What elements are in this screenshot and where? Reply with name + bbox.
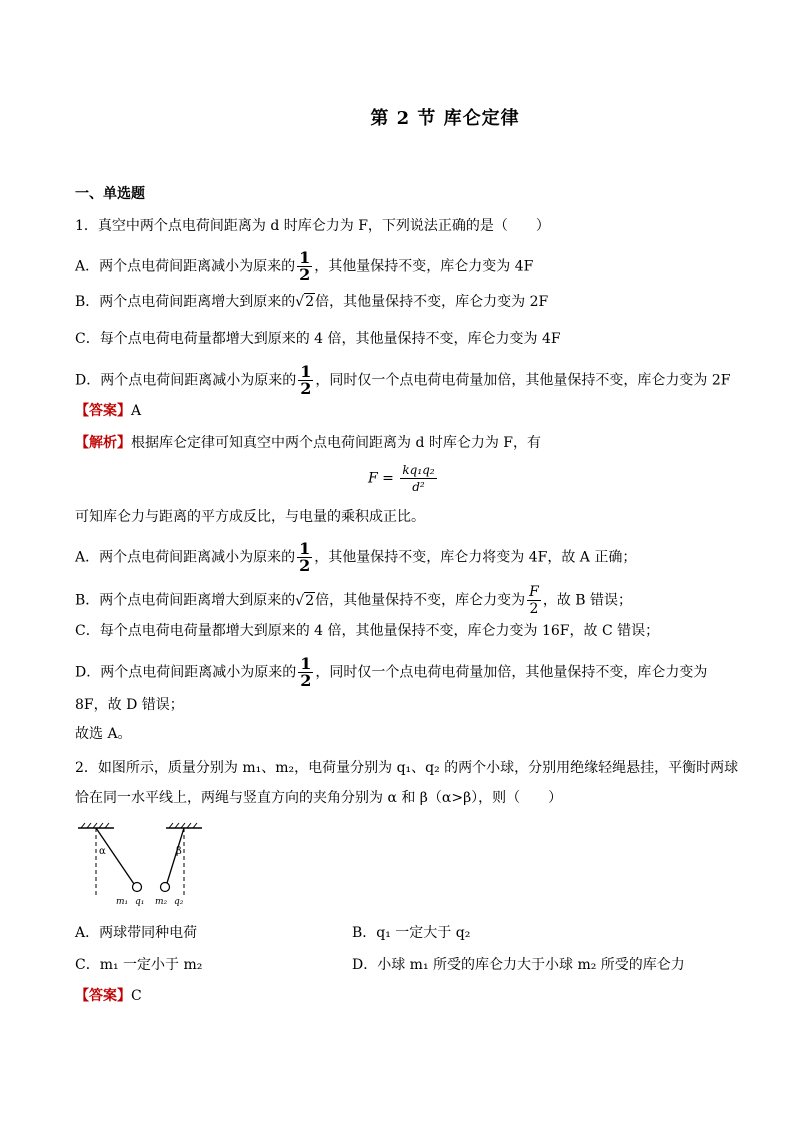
m2-label: m₂ — [155, 897, 168, 907]
fraction-denominator: 2 — [529, 601, 539, 617]
formula-denominator: d² — [412, 480, 425, 494]
explain-b-suffix: ，故 B 错误； — [542, 592, 633, 609]
explain-a-prefix: A．两个点电荷间距离减小为原来的 — [75, 549, 296, 566]
alpha-label: α — [99, 846, 106, 857]
fraction-one-half — [297, 541, 312, 574]
q2-stem-line2: 恰在同一水平线上，两绳与竖直方向的夹角分别为 α 和 β（α>β），则（ ） — [75, 790, 563, 806]
q1-option-a — [75, 250, 533, 283]
beta-label: β — [176, 846, 182, 857]
sqrt-symbol: √2 — [295, 592, 315, 609]
q1-final: 故选 A。 — [75, 726, 132, 742]
q1-explain-d — [75, 656, 707, 689]
analysis-text: 根据库仑定律可知真空中两个点电荷间距离为 d 时库仑力为 F，有 — [131, 435, 542, 451]
sqrt-radicand: 2 — [305, 294, 315, 310]
q1-stem: 1．真空中两个点电荷间距离为 d 时库仑力为 F，下列说法正确的是（ ） — [75, 218, 550, 234]
q1-option-a-suffix: ，其他量保持不变，库仑力变为 4F — [314, 258, 534, 275]
fraction-one-half — [298, 364, 313, 397]
explain-b-prefix: B．两个点电荷间距离增大到原来的 — [75, 592, 296, 609]
ball-1 — [133, 883, 142, 892]
fraction-numerator: F — [529, 584, 539, 600]
page-title: 第 2 节 库仑定律 — [370, 108, 520, 129]
fraction-denominator: 2 — [300, 671, 312, 690]
coulomb-formula — [368, 462, 439, 495]
fraction-f-over-2 — [527, 584, 541, 617]
q1-option-b-prefix: B．两个点电荷间距离增大到原来的 — [75, 294, 296, 310]
q1-option-b-suffix: 倍，其他量保持不变，库仑力变为 2F — [315, 294, 549, 310]
fraction-numerator: 1 — [300, 362, 312, 381]
q1-option-d-suffix: ，同时仅一个点电荷电荷量加倍，其他量保持不变，库仑力变为 2F — [315, 372, 731, 389]
q1-option-b — [75, 292, 548, 312]
answer-tag: 【答案】 — [75, 403, 131, 419]
m1-label: m₁ — [116, 897, 129, 907]
answer-value: C — [131, 988, 142, 1004]
fraction-denominator: 2 — [299, 265, 311, 284]
q1-analysis — [75, 433, 541, 453]
q1-explain-a — [75, 541, 636, 574]
q2-answer — [75, 986, 142, 1006]
q1-answer — [75, 401, 141, 421]
q1-conclusion: 可知库仑力与距离的平方成反比，与电量的乘积成正比。 — [75, 509, 425, 525]
fraction-one-half — [298, 656, 313, 689]
fraction-one-half — [297, 250, 312, 283]
pendulum-figure — [76, 822, 216, 908]
explain-b-mid: 倍，其他量保持不变，库仑力变为 — [315, 592, 526, 609]
q1-explain-b — [75, 584, 632, 617]
explain-d-suffix: ，同时仅一个点电荷电荷量加倍，其他量保持不变，库仑力变为 — [315, 664, 708, 681]
q2-option-a: A．两球带同种电荷 — [75, 925, 198, 941]
explain-a-suffix: ，其他量保持不变，库仑力将变为 4F，故 A 正确； — [314, 549, 637, 566]
ball-2 — [161, 883, 170, 892]
q2-option-b: B．q₁ 一定大于 q₂ — [352, 925, 471, 941]
fraction-numerator: 1 — [300, 654, 312, 673]
q1-option-c: C．每个点电荷电荷量都增大到原来的 4 倍，其他量保持不变，库仑力变为 4F — [75, 331, 561, 347]
q1-option-d — [75, 364, 730, 397]
q2-option-c: C．m₁ 一定小于 m₂ — [75, 957, 203, 973]
fraction-numerator: 1 — [299, 248, 311, 267]
sqrt-symbol: √2 — [295, 294, 315, 310]
q2-stem-line1: 2．如图所示，质量分别为 m₁、m₂，电荷量分别为 q₁、q₂ 的两个小球，分别用绝缘轻绳悬挂，平衡时两球 — [75, 760, 739, 776]
formula-fraction — [400, 462, 436, 495]
q1-label: q₁ — [135, 897, 145, 907]
q1-option-d-prefix: D．两个点电荷间距离减小为原来的 — [75, 372, 297, 389]
sqrt-radicand: 2 — [305, 592, 315, 609]
fraction-denominator: 2 — [299, 556, 311, 575]
q1-option-a-prefix: A．两个点电荷间距离减小为原来的 — [75, 258, 296, 275]
q1-explain-c: C．每个点电荷电荷量都增大到原来的 4 倍，其他量保持不变，库仑力变为 16F，故 C 错误； — [75, 623, 660, 639]
formula-lhs: F = — [368, 470, 394, 487]
explain-d-prefix: D．两个点电荷间距离减小为原来的 — [75, 664, 297, 681]
fraction-denominator: 2 — [300, 379, 312, 398]
fraction-numerator: 1 — [299, 539, 311, 558]
analysis-tag: 【解析】 — [75, 435, 131, 451]
answer-tag: 【答案】 — [75, 988, 131, 1004]
section-heading: 一、单选题 — [75, 186, 145, 202]
answer-value: A — [131, 403, 142, 419]
q2-label: q₂ — [174, 897, 184, 907]
formula-numerator: kq₁q₂ — [402, 463, 435, 477]
q1-explain-d-line2: 8F，故 D 错误； — [75, 697, 184, 713]
q2-option-d: D．小球 m₁ 所受的库仑力大于小球 m₂ 所受的库仑力 — [352, 957, 685, 973]
